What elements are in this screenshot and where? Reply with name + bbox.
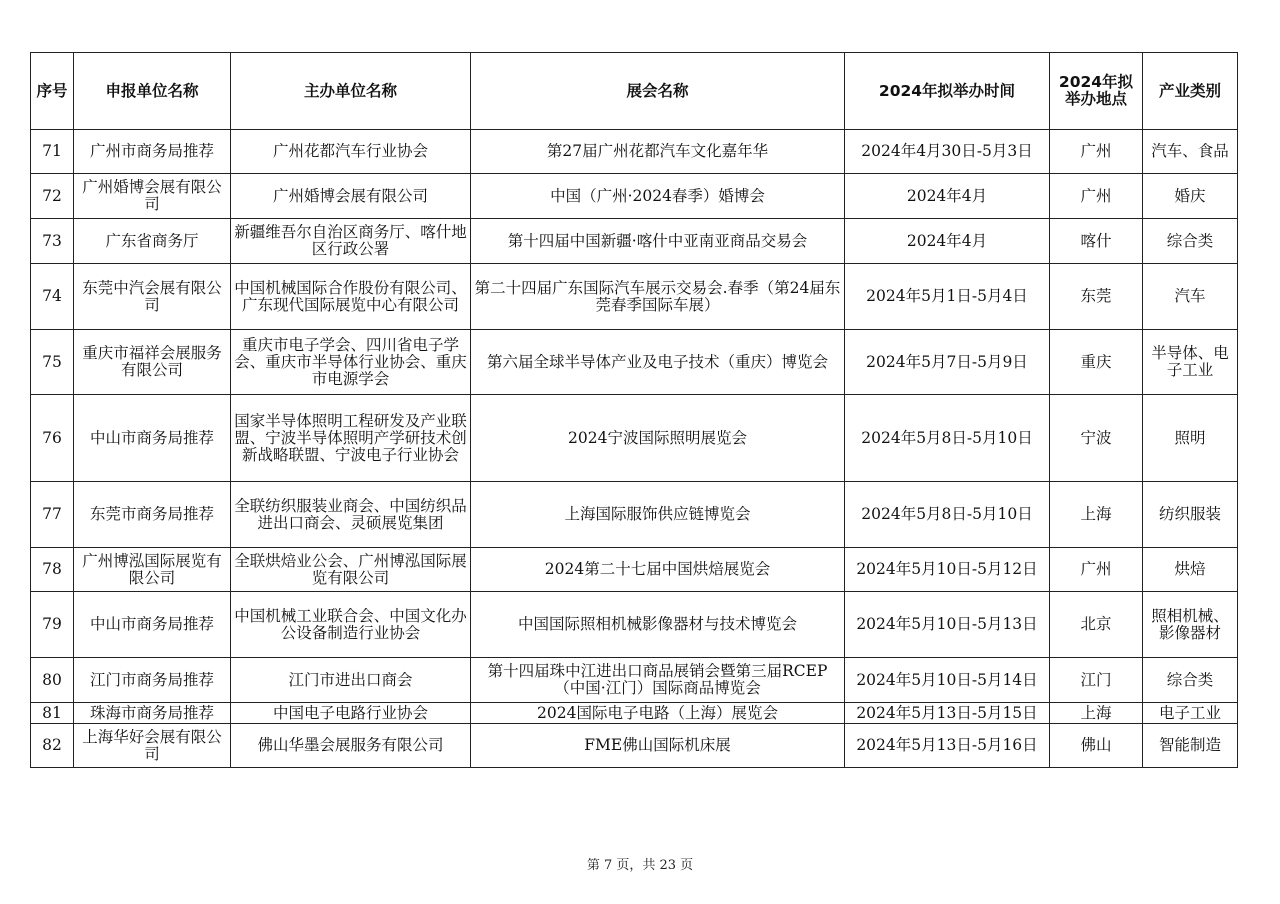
- table-row: [31, 330, 1238, 395]
- table-row: [31, 592, 1238, 658]
- cell-index: 74: [31, 264, 74, 330]
- header-industry: 产业类别: [1143, 53, 1238, 130]
- cell-index: 75: [31, 330, 74, 395]
- cell-organizer: 广州婚博会展有限公司: [231, 174, 471, 219]
- table-row: [31, 130, 1238, 174]
- cell-organizer: 佛山华墨会展服务有限公司: [231, 724, 471, 768]
- cell-applicant: 广州婚博会展有限公司: [74, 174, 231, 219]
- cell-exhibition: 第27届广州花都汽车文化嘉年华: [471, 130, 845, 174]
- cell-date: 2024年5月8日-5月10日: [845, 482, 1050, 548]
- cell-date: 2024年5月7日-5月9日: [845, 330, 1050, 395]
- cell-exhibition: 第十四届中国新疆·喀什中亚南亚商品交易会: [471, 219, 845, 264]
- cell-industry: 电子工业: [1143, 703, 1238, 724]
- table-row: [31, 482, 1238, 548]
- cell-applicant: 中山市商务局推荐: [74, 592, 231, 658]
- table-row: [31, 219, 1238, 264]
- cell-location: 上海: [1050, 703, 1143, 724]
- cell-index: 80: [31, 658, 74, 703]
- cell-exhibition: 第二十四届广东国际汽车展示交易会.春季（第24届东莞春季国际车展）: [471, 264, 845, 330]
- cell-date: 2024年4月: [845, 174, 1050, 219]
- cell-organizer: 重庆市电子学会、四川省电子学会、重庆市半导体行业协会、重庆市电源学会: [231, 330, 471, 395]
- cell-industry: 综合类: [1143, 658, 1238, 703]
- cell-organizer: 全联纺织服装业商会、中国纺织品进出口商会、灵硕展览集团: [231, 482, 471, 548]
- cell-exhibition: 中国国际照相机械影像器材与技术博览会: [471, 592, 845, 658]
- cell-exhibition: FME佛山国际机床展: [471, 724, 845, 768]
- cell-date: 2024年5月10日-5月12日: [845, 548, 1050, 592]
- cell-applicant: 重庆市福祥会展服务有限公司: [74, 330, 231, 395]
- cell-organizer: 中国机械工业联合会、中国文化办公设备制造行业协会: [231, 592, 471, 658]
- cell-date: 2024年4月30日-5月3日: [845, 130, 1050, 174]
- cell-location: 宁波: [1050, 395, 1143, 482]
- cell-location: 佛山: [1050, 724, 1143, 768]
- cell-index: 73: [31, 219, 74, 264]
- cell-exhibition: 2024第二十七届中国烘焙展览会: [471, 548, 845, 592]
- cell-location: 东莞: [1050, 264, 1143, 330]
- cell-organizer: 中国机械国际合作股份有限公司、广东现代国际展览中心有限公司: [231, 264, 471, 330]
- header-location: 2024年拟举办地点: [1050, 53, 1143, 130]
- cell-index: 82: [31, 724, 74, 768]
- cell-index: 71: [31, 130, 74, 174]
- cell-index: 78: [31, 548, 74, 592]
- table-row: [31, 703, 1238, 724]
- cell-date: 2024年5月13日-5月16日: [845, 724, 1050, 768]
- cell-index: 81: [31, 703, 74, 724]
- cell-date: 2024年5月13日-5月15日: [845, 703, 1050, 724]
- cell-applicant: 广东省商务厅: [74, 219, 231, 264]
- table-row: [31, 264, 1238, 330]
- cell-industry: 智能制造: [1143, 724, 1238, 768]
- cell-industry: 烘焙: [1143, 548, 1238, 592]
- cell-index: 72: [31, 174, 74, 219]
- cell-date: 2024年5月1日-5月4日: [845, 264, 1050, 330]
- cell-applicant: 广州市商务局推荐: [74, 130, 231, 174]
- cell-location: 北京: [1050, 592, 1143, 658]
- cell-location: 江门: [1050, 658, 1143, 703]
- cell-organizer: 全联烘焙业公会、广州博泓国际展览有限公司: [231, 548, 471, 592]
- cell-applicant: 上海华好会展有限公司: [74, 724, 231, 768]
- cell-applicant: 东莞市商务局推荐: [74, 482, 231, 548]
- cell-location: 广州: [1050, 174, 1143, 219]
- cell-exhibition: 中国（广州·2024春季）婚博会: [471, 174, 845, 219]
- cell-industry: 婚庆: [1143, 174, 1238, 219]
- cell-applicant: 广州博泓国际展览有限公司: [74, 548, 231, 592]
- table-header-row: [31, 53, 1238, 130]
- cell-applicant: 珠海市商务局推荐: [74, 703, 231, 724]
- cell-exhibition: 2024国际电子电路（上海）展览会: [471, 703, 845, 724]
- cell-industry: 纺织服装: [1143, 482, 1238, 548]
- cell-index: 76: [31, 395, 74, 482]
- cell-industry: 汽车: [1143, 264, 1238, 330]
- cell-industry: 汽车、食品: [1143, 130, 1238, 174]
- cell-organizer: 中国电子电路行业协会: [231, 703, 471, 724]
- page-footer: 第 7 页，共 23 页: [586, 858, 694, 873]
- cell-industry: 综合类: [1143, 219, 1238, 264]
- cell-date: 2024年5月8日-5月10日: [845, 395, 1050, 482]
- cell-organizer: 新疆维吾尔自治区商务厅、喀什地区行政公署: [231, 219, 471, 264]
- cell-industry: 照相机械、影像器材: [1143, 592, 1238, 658]
- header-date: 2024年拟举办时间: [845, 53, 1050, 130]
- exhibition-table: [30, 52, 1238, 768]
- cell-location: 广州: [1050, 548, 1143, 592]
- cell-applicant: 东莞中汽会展有限公司: [74, 264, 231, 330]
- table-row: [31, 724, 1238, 768]
- table-row: [31, 548, 1238, 592]
- cell-date: 2024年5月10日-5月13日: [845, 592, 1050, 658]
- header-exhibition: 展会名称: [471, 53, 845, 130]
- cell-organizer: 江门市进出口商会: [231, 658, 471, 703]
- cell-industry: 半导体、电子工业: [1143, 330, 1238, 395]
- cell-applicant: 中山市商务局推荐: [74, 395, 231, 482]
- cell-organizer: 国家半导体照明工程研发及产业联盟、宁波半导体照明产学研技术创新战略联盟、宁波电子行业协会: [231, 395, 471, 482]
- cell-location: 广州: [1050, 130, 1143, 174]
- cell-index: 77: [31, 482, 74, 548]
- header-applicant: 申报单位名称: [74, 53, 231, 130]
- cell-industry: 照明: [1143, 395, 1238, 482]
- table-row: [31, 395, 1238, 482]
- table-body: [31, 130, 1238, 768]
- cell-applicant: 江门市商务局推荐: [74, 658, 231, 703]
- cell-location: 上海: [1050, 482, 1143, 548]
- cell-index: 79: [31, 592, 74, 658]
- cell-exhibition: 第六届全球半导体产业及电子技术（重庆）博览会: [471, 330, 845, 395]
- cell-date: 2024年5月10日-5月14日: [845, 658, 1050, 703]
- header-index: 序号: [31, 53, 74, 130]
- cell-exhibition: 2024宁波国际照明展览会: [471, 395, 845, 482]
- table-row: [31, 658, 1238, 703]
- cell-location: 重庆: [1050, 330, 1143, 395]
- cell-exhibition: 第十四届珠中江进出口商品展销会暨第三届RCEP（中国·江门）国际商品博览会: [471, 658, 845, 703]
- cell-exhibition: 上海国际服饰供应链博览会: [471, 482, 845, 548]
- header-organizer: 主办单位名称: [231, 53, 471, 130]
- cell-date: 2024年4月: [845, 219, 1050, 264]
- cell-organizer: 广州花都汽车行业协会: [231, 130, 471, 174]
- table-row: [31, 174, 1238, 219]
- cell-location: 喀什: [1050, 219, 1143, 264]
